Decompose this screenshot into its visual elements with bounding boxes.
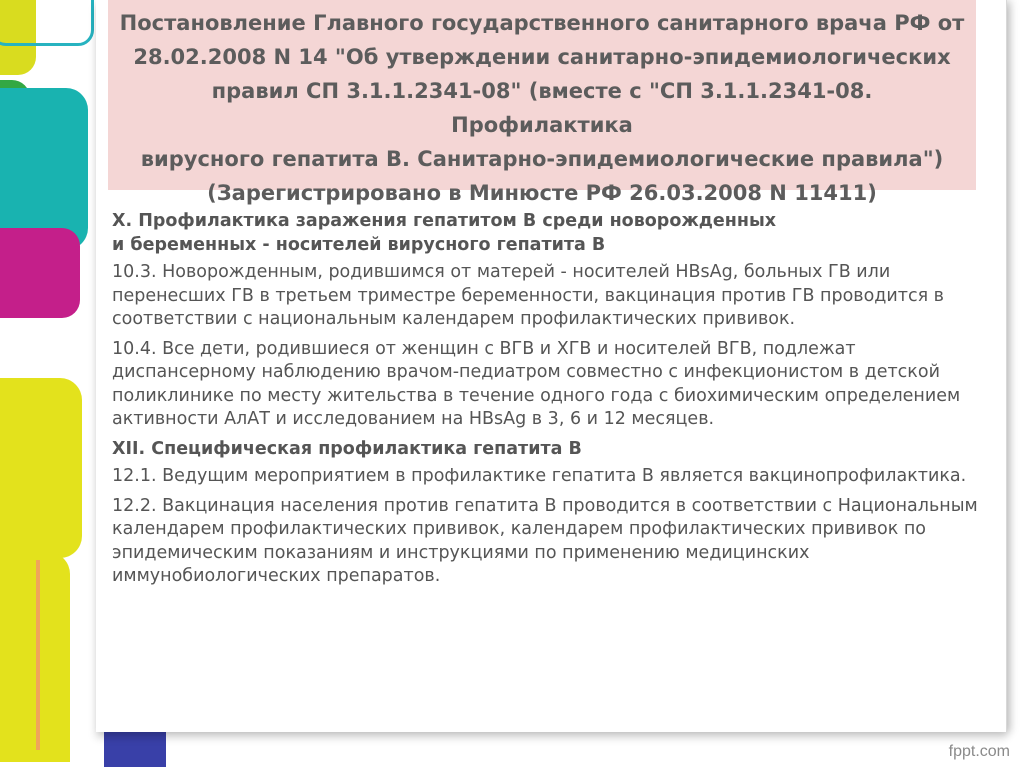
section-x-title-line-2: и беременных - носителей вирусного гепатита В <box>112 234 606 255</box>
slide-header <box>108 0 976 205</box>
decor-teal-tile <box>0 88 88 250</box>
slide-panel <box>96 0 1007 732</box>
section-x-title-line-1: X. Профилактика заражения гепатитом В среди новорожденных <box>112 211 777 231</box>
header-line-2: 28.02.2008 N 14 "Об утверждении санитарно-эпидемиологических <box>133 45 951 69</box>
header-line-1: Постановление Главного государственного санитарного врача РФ от <box>119 11 965 35</box>
decor-outline-tile <box>0 0 94 46</box>
paragraph-12-1: 12.1. Ведущим мероприятием в профилактике гепатита В является вакцинопрофилактика. <box>112 466 967 486</box>
brand-watermark: fppt.com <box>948 743 1010 760</box>
decor-orange-line <box>36 560 40 750</box>
paragraph-12-2: 12.2. Вакцинация населения против гепатита В проводится в соответствии с Национальным календарем профилактических прививок, календарем профилактических прививок по эпидемическим показаниям и инструкциями по применению медицинских иммунобиологических препаратов. <box>112 495 978 586</box>
paragraph-10-3: 10.3. Новорожденным, родившимся от матерей - носителей HBsAg, больных ГВ или перенесших ГВ в третьем триместре беременности, вакцинация против ГВ проводится в соответствии с национальным календарем профилактических прививок. <box>112 262 944 329</box>
header-line-3: правил СП 3.1.1.2341-08" (вместе с "СП 3.1.1.2341-08. Профилактика <box>211 79 873 137</box>
slide-body <box>112 210 978 595</box>
decor-yellow-tile-bottom <box>0 552 70 762</box>
decor-magenta-tile <box>0 228 80 318</box>
decor-yellow-tile-middle <box>0 378 82 558</box>
header-line-4: вирусного гепатита В. Санитарно-эпидемиологические правила") <box>140 147 944 171</box>
section-x-title <box>112 210 978 257</box>
section-xii-title: XII. Специфическая профилактика гепатита В <box>112 438 582 459</box>
header-line-5: (Зарегистрировано в Минюсте РФ 26.03.2008 N 11411) <box>207 181 877 205</box>
paragraph-10-4: 10.4. Все дети, родившиеся от женщин с ВГВ и ХГВ и носителей ВГВ, подлежат диспансерному наблюдению врачом-педиатром совместно с инфекционистом в детской поликлинике по месту жительства в течение одного года с биохимическим определением активности АлАТ и исследованием на HBsAg в 3, 6 и 12 месяцев. <box>112 338 961 429</box>
